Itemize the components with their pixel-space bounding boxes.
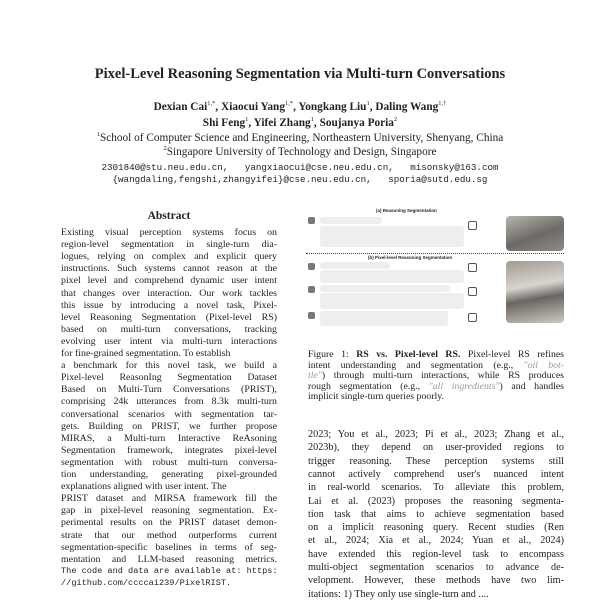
chat-bubble (320, 217, 382, 224)
divider (306, 253, 564, 254)
figure-label-b: (b) Pixel-level Reasoning Segmentation (368, 255, 453, 260)
image-pixel-rs-segmentation (506, 261, 564, 323)
abstract-line: perimental results on the PRIST dataset demon- (61, 517, 277, 529)
abstract-line: instructions. Such systems cannot reason at the (61, 263, 277, 275)
caption-text: ) through multi-turn interactions, while RS produces (321, 370, 564, 382)
body-line: have extended this region-level task to encompass (308, 548, 564, 560)
abstract-line: segmentation-specific baselines in terms of seg- (61, 541, 277, 553)
aff-sup: 2 (163, 145, 167, 152)
author-sup: 1,* (207, 100, 216, 107)
abstract-line: mentation and LLM-based reasoning metrics. (61, 553, 277, 565)
abstract-line: tion understanding, generating pixel-grounded (61, 469, 277, 480)
figure-1 (306, 207, 564, 337)
author: Daling Wang (375, 100, 439, 113)
user-icon (308, 263, 315, 270)
chat-bubble (320, 262, 390, 269)
author: Dexian Cai (153, 100, 208, 113)
author: Xiaocui Yang (221, 100, 285, 113)
emails-1: 2301840@stu.neu.edu.cn, yangxiaocui@cse.neu.edu.cn, misonsky@163.com (101, 162, 499, 173)
abstract-line: gets. Building on PRIST, we further propose (61, 420, 277, 432)
abstract-line: for fine-grained segmentation. To establish (61, 348, 231, 359)
author-sup: 1,† (438, 100, 447, 107)
caption-text: rough segmentation (e.g., (308, 380, 421, 392)
body-line: 2023b), they depend on user-provided regions to (308, 442, 564, 454)
author-line-1: Dexian Cai$^{1,*}$, Xiaocui Yang$^{1,*}$, Yongkang Liu$^1$, Daling Wang$^{1,\dagger}$ (153, 100, 447, 113)
body-line: itations: 1) They only use single-turn and .... (308, 588, 489, 600)
abstract-heading: Abstract (147, 210, 191, 222)
abstract-line: based on multi-turn conversations, tracking (61, 323, 277, 335)
caption-text: implicit single-turn queries poorly. (308, 391, 444, 403)
abstract-line: pixel level and comprehend dynamic user intent (61, 275, 277, 287)
emails-2: {wangdaling,fengshi,zhangyifei}@cse.neu.edu.cn, sporia@sutd.edu.sg (112, 174, 488, 185)
caption-quote: "all ingredients" (428, 380, 500, 392)
figure-label-a: (a) Reasoning Segmentation (376, 208, 437, 213)
caption-line (308, 392, 564, 403)
author-sup: 1 (310, 116, 314, 123)
author: Shi Feng (202, 116, 246, 129)
abstract-line: evolving user intent via multi-turn interactions (61, 335, 277, 347)
abstract-line: Existing visual perception systems focus on (61, 227, 277, 238)
caption-prefix: Figure 1: (308, 349, 349, 360)
chat-bubble (320, 270, 464, 283)
body-line: on a implicit reasoning query. Recent studies (Ren (308, 522, 564, 534)
author: Soujanya Poria (319, 116, 394, 129)
robot-icon (468, 313, 477, 322)
body-line: cannot actively comprehend user's nuanced intent (308, 468, 564, 480)
aff-text: Singapore University of Technology and Design, Singapore (166, 145, 437, 158)
body-line: et al., 2024; Xia et al., 2024; Yuan et al., 2024) (308, 535, 564, 547)
image-rs-segmentation (506, 216, 564, 251)
caption-text: Pixel-level RS refines (467, 349, 564, 360)
author-sup: 1,* (284, 100, 294, 107)
body-line: trigger reasoning. These perception systems still (308, 455, 564, 467)
user-icon (308, 312, 315, 319)
abstract-line: The code and data are available at: https: (61, 565, 278, 576)
abstract-line: Based on Multi-Turn Conversations (PRIST), (61, 384, 277, 396)
abstract-line: that changes over interaction. Our work tackles (61, 287, 277, 299)
caption-text: ) and handles (499, 380, 564, 392)
author-line-2: Shi Feng$^1$, Yifei Zhang$^1$, Soujanya Poria$^2$ (202, 116, 398, 129)
author-sup: 1 (245, 116, 249, 123)
abstract-line: this issue by introducing a novel task, Pixel- (61, 299, 277, 311)
abstract-line: segmentation with robust multi-turn conversa- (61, 456, 277, 468)
author-sup: 2 (393, 116, 398, 123)
user-icon (308, 286, 315, 293)
chat-bubble (320, 226, 464, 247)
caption-quote: tle" (308, 370, 322, 382)
author: Yifei Zhang (253, 116, 311, 129)
author: Yongkang Liu (298, 100, 367, 113)
abstract-line: MIRAS, a Multi-turn Interactive ReAsoning (61, 432, 277, 444)
body-line: 2023; You et al., 2023; Pi et al., 2023; Zhang et al., (308, 429, 564, 440)
affiliation-1 (0, 131, 600, 144)
body-line: Lai et al. (2023) proposes the reasoning segmenta- (308, 495, 564, 507)
caption-quote: "oil bot- (523, 359, 565, 371)
affiliation-2 (0, 145, 600, 158)
aff-sup: 1 (96, 131, 100, 138)
chat-bubble (320, 311, 448, 326)
abstract-line: region-level segmentation in single-turn dia- (61, 239, 277, 251)
abstract-line: PRIST dataset and MIRSA framework fill the (61, 493, 277, 505)
abstract-line: gap in pixel-level reasoning segmentation. Ex- (61, 505, 277, 517)
paper-title: Pixel-Level Reasoning Segmentation via Multi-turn Conversations (94, 66, 506, 82)
abstract-line: conversational scenarios with segmentation tar- (61, 408, 277, 420)
abstract-line: explanations aligned with user intent. The (61, 481, 227, 493)
abstract-line: logues, relying on complex and explicit query (61, 251, 277, 263)
abstract-line: Pixel-level ReasonIng Segmentation Dataset (61, 372, 277, 384)
caption-text: intent understanding and segmentation (e.g., (308, 359, 514, 371)
chat-bubble (320, 293, 464, 309)
author-sup: 1 (366, 100, 370, 107)
abstract-line: strate that our method outperforms current (61, 529, 277, 541)
user-icon (308, 217, 315, 224)
aff-text: School of Computer Science and Engineering, Northeastern University, Shenyang, China (99, 131, 504, 144)
body-line: tion task that aims to achieve segmentation based (308, 508, 564, 520)
body-line: in real-world scenarios. To alleviate this problem, (308, 482, 564, 494)
robot-icon (468, 263, 477, 272)
abstract-line: Segmentation framework, integrates pixel-level (61, 444, 277, 456)
abstract-line: comprising 24k utterances from 8.3k multi-turn (61, 396, 277, 408)
body-line: velopment. However, these methods have two lim- (308, 575, 564, 587)
robot-icon (468, 287, 477, 296)
abstract-line: level Reasoning Segmentation (Pixel-level RS) (61, 311, 277, 323)
abstract-line: //github.com/ccccai239/PixelRIST. (61, 577, 232, 588)
robot-icon (468, 221, 477, 230)
abstract-line: a benchmark for this novel task, we build a (61, 360, 277, 372)
chat-bubble (320, 285, 450, 292)
caption-bold: RS vs. Pixel-level RS. (356, 349, 461, 360)
body-line: multi-object segmentation scenarios to advance de- (308, 562, 564, 573)
